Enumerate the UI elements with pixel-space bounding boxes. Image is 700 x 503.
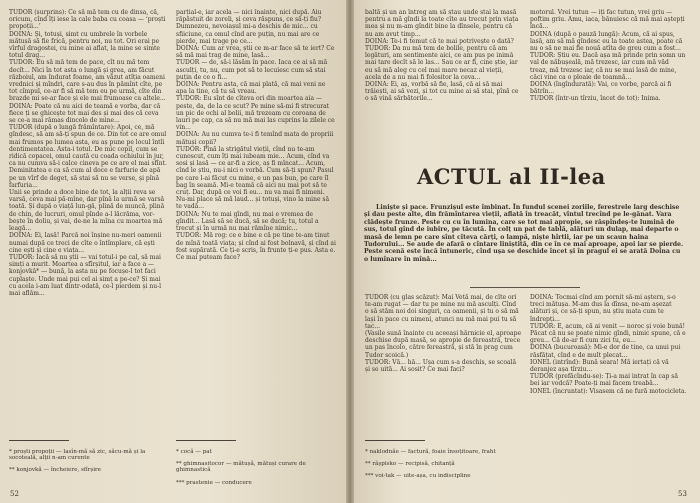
dialogue-paragraph: IONEL (încruntat): Visasem că ne furã motocicleta.: [530, 387, 687, 395]
dialogue-paragraph: DOINA: Poate că nu aici de teamă e vorba, dar că fiece ți se ghicește tot mai des și mai des că ceva se ce-a mai rămas dincolo de mine...: [9, 102, 161, 125]
footnote: ** rășpisko — recipisă, chitanță: [365, 460, 455, 467]
footnote-rule-left-2: [176, 440, 236, 441]
dialogue-paragraph: TUDOR: Iacă să nu știi — vai totul-i pe cal, să mai simți a murit. Moartea a sfîrșitul, iar a face a — konjovkă* — bună, la asta nu pe focușe-l tot faci cuplaște. Unde mai pui cel ai simț a pe-ce? Și mai cu acela i-am luat dintr-odată, ce-l pierdem și nu-l mai aflăm...: [9, 253, 162, 297]
page-number-right: 53: [678, 490, 687, 498]
dialogue-paragraph: DOINA (după o pauză lungă): Acum, că ai spus, lasă, am să mă gîndesc eu la toate astea, poate că nu o să ne mai fie nouă atîta de greu cum a fost...: [530, 30, 683, 53]
stage-direction: Liniște și pace. Frunzișul este îmbinat. În fundul scenei zoriile, ferestrele larg deschise și dau peste alte, din frămîntarea vieții, aflată în treacăt, vîntul trecînd pe le-gănat. Vara clădește frunze. Peste cu cu în lumina, care se tot mai apropie, se răspîndeș-te lumină de sus, totul gînd de iubire, pe tăcută. În colț un pat de tablă, alături un dulap, mai departe o masă de lemn pe care sînt cîteva cărți, o lampă, niște hîrtii, iar pe un scaun haina Tudorului... Se aude de afară o cîntare liniștită, din ce în ce mai aproape, apoi iar se pierde. Peste scenă este încă întuneric, cînd ușa se deschide încet și în pragul ei se arată Doina cu o lumînare în mînă...: [364, 204, 684, 263]
book-gutter: [346, 0, 354, 503]
dialogue-paragraph: TUDOR: Mă rog: ce e bine e că pe tine te-am ținut de mînă toată viața; și cînd ai fost bolnavă, și cînd ai fost supărată. Ce ți-e scris, în frunte ți-e pus. Asta e. Ce mai puteam face?: [176, 232, 336, 261]
dialogue-paragraph: TUDOR: Vă... hă... Ușa cum s-a deschis, se scoală și se uită... Ai sosit? Ce mai faci?: [365, 358, 517, 374]
right-top-column-2: [530, 9, 688, 149]
dialogue-paragraph: baltă și un an întreg am să stau unde stai la masă pentru a mă gîndi la toate cîte au trecut prin viața mea și nu m-am gîndit bine la dînsele, pentru că nu am avut timp...: [365, 9, 519, 38]
dialogue-paragraph: motorul. Vrei tutun — iți fac tutun, vrei griu — poftim griu. Amu, iaca, bănuiesc că mă mai aștepți încă...: [530, 9, 685, 31]
dialogue-paragraph: DOINA (îngîndurată): Vai, ce vorbe, parcă ai fi bătrîn...: [530, 81, 672, 96]
footnote: ** ghimnasitocor — mătușă, mătuși curare de ghimnastică: [176, 460, 306, 474]
dialogue-paragraph: TUDOR: Știu eu. Dacă așa mă prinde prin somn un val de năbușeală, mă trezesc, iar cum mă văd treaz, mă trezesc iar, că nu se mai lasă de mine, căci vine ca o ploaie de toamnă...: [530, 52, 686, 81]
footnote: *** voi-tak — uite-așa, cu indiscipline: [365, 472, 471, 479]
right-bottom-column-1: [365, 294, 521, 434]
dialogue-paragraph: DOINA: Nu te mai gîndi, nu mai e vremea de gîndit... Lasă să se ducă, să se ducă; tu, totul a trecut și în urmă nu mai rămîne nimic...: [176, 210, 319, 233]
dialogue-paragraph: TUDOR: Eu să mă tem de pace, cît nu mă tem decît... Nici în tot asta o lungă și grea, am făcut războiul, am îndurat foame, am văzut atîția oameni vrednici și mîndri, care s-au dus în pămînt cîte, pe tot cîmpul, ce-ar fi să mă tem eu pe urmă, cîte din brazde mi se-ar face și ele mai frumoase ca altele...: [9, 59, 166, 103]
dialogue-paragraph: DOINA: Tocmai cînd am pornit să-mi aștern, s-o treci mătușa. M-am dus la dînsa, ne-am așezat alături și, ce să-ți spun, nu știu mata cum te îndrepți...: [530, 294, 676, 323]
dialogue-paragraph: Unii se prinde a doce bine de tot, la alții reva se varsă, ceva mai pă-mîne, dar pînă la urmă se varsă toată. Și după o viață lun-gă, plină de muncă, plină de chin, de lucruri, omul pînde a-l lăcrăma, vor-bește în doliu, și vai, de-ne la mîna cu moartea mă leagă...: [9, 189, 165, 233]
dialogue-paragraph: TUDOR: E, acum, că ai venit — noroc și voie bună! Păcat că nu se poate nimic gîndi, nimic spune, că e greu... Că de-ar fi cum zici tu, eu...: [530, 322, 686, 345]
dialogue-paragraph: DOINA: Ei, lasă! Parcă noi înșine nu-meri oamenii numai după ce treci de cîte o întîmplare, că ești cine ești și cine e viața...: [9, 232, 162, 254]
dialogue-paragraph: DOINA: Ei, aș, vorbă să fie, lasă, că ai să mai trăiești, ai să vezi, și tot cu mine ai să stai, pînă ce o să vină sărbătorile...: [365, 81, 519, 103]
footnote: * cocă — pat: [176, 448, 212, 455]
left-footnotes-2: [176, 443, 336, 492]
footnote: * proști propoții — lasîn-mă să zic, săcu-mă și la socoteală, alții n-am curente: [9, 448, 146, 462]
dialogue-paragraph: DOINA: Te-i fi temut că te mai potrivește o dată?: [365, 37, 514, 45]
dialogue-paragraph: TUDOR: Pînă la strigătul vieții, cînd nu te-am cunoscut, cum îți mai iubeam mie... Acum, cînd va sosi și lasă — ce ar-fi a zice, aș fi mîncat... Acum, cînd le știu, nu-i nici o vorbă. Cum să-ți spun? Pasul pe care l-ai făcut cu mine, e un pas bun, pe care îl bag în seamă. Mi-e teamă că aici nu mai pot să te cruț. Dar, după ce voi fi eu... nu va mai fi nimeni. Nu-mi place să mă laud... și totuși, vino la mine să te vadă...: [176, 145, 334, 211]
dialogue-paragraph: DOINA: Și, totuși, simt cu umbrele în vorbele mătușă să fie frică, pentru noi, nu tot. Ori erai pe vîrful dragostei, cu mine ai aflat, la mine se simte totul drag...: [9, 30, 160, 60]
footnote-rule-right: [365, 440, 425, 441]
act-title: ACTUL al II-lea: [417, 164, 606, 189]
dialogue-paragraph: TUDOR (prefăcîndu-se): Ți-a mai intrat în cap să bei iar vodcă? Poate-ți mai facem treabă...: [530, 373, 678, 388]
footnote-rule-left-1: [9, 440, 69, 441]
right-top-column-1: [365, 9, 521, 149]
dialogue-paragraph: TUDOR (după o lungă frămîntare): Apoi, ce, mă gîndesc, să am să-ți spun de ce. Din tot ce are omul mai frumos pe lumea asta, eu aș pune pe locul întîi dentimentatea. Asta-i totul. De mic copil, cum se ridică copacei, omul caută cu coada ochiului în jur, ca nu cumva să-i calce cineva pe ce are el mai sfînt. Deminitatea e ca să cum al doce e farfurie de apă pe un vîrf de deget, să stai să nu se verse, și pînă farfuria...: [9, 124, 167, 189]
dialogue-paragraph: TUDOR (într-un tîrziu, încet de tot): Inima.: [530, 95, 661, 103]
dialogue-paragraph: TUDOR — de, să-i lăsăm în pace. Iaca ce ai să mă asculți, tu, nu, cum pot să te lecuiesc cum să stai puțin de ce o fi...: [176, 59, 328, 81]
dialogue-paragraph: DOINA: Pentru asta, că mai plată, că mai veni ne apa la tine, că tu să vreau.: [176, 81, 326, 96]
footnote: *** prastenie — conducere: [176, 479, 252, 486]
footnote: ** konjovkă — încheiere, sfîrșire: [9, 467, 101, 474]
left-column-1: [9, 9, 167, 431]
dialogue-paragraph: TUDOR: Eu sînt de cîteva ori din moartea aia — peste, da, de la ce scut? Pe mine să-mi fi strecurat un pic de ochi al bolii, mă trezeam cu coroana de lauri pe cap, ca să nu mă mai las cuprins la zilele ce vin...: [176, 95, 335, 132]
dialogue-paragraph: DOINA (bucuroasă): Mi-e dor de tine, ca unui pui răsfățat, cînd e de mult plecat...: [530, 344, 681, 359]
dialogue-paragraph: IONEL (intrînd): Bună seara! Mă iertați că vă deranjez așa tîrziu...: [530, 358, 669, 374]
section-separator: [470, 287, 580, 288]
dialogue-paragraph: TUDOR (surprins): Ce să mă tem cu de dinsa, că, oricum, cînd îți iese la cale baba cu coasa — ‘proști propoții...’: [9, 9, 166, 31]
dialogue-paragraph: DOINA: Au nu cumva te-i fi temînd mata de propriii mătuși copii?: [176, 131, 334, 146]
page-number-left: 52: [10, 490, 19, 498]
left-column-2: [176, 9, 336, 429]
dialogue-paragraph: DOINA: Cum ar vrea, știi ce m-ar face să te iert? Ce să mă mai trag de mine, lasă...: [176, 45, 335, 60]
footnote: * naklodnăe — factură, foaie însoțitoare, fraht: [365, 448, 496, 455]
right-bottom-column-2: [530, 294, 688, 479]
dialogue-paragraph: parțial-e, iar acela — nici înainte, nici după. Aiu răpăstuit de zoreli, și ceva răspuns, ce să-ți fiu? Dumnezeu, nevoiașul mi-a deschis de mic... cu sfiiciune, ca omul cînd are puțin, nu mai are ce pierde, mai trage pe ce...: [176, 9, 322, 45]
dialogue-paragraph: TUDOR: Da nu mă tem de bolile, pentru că am legături, am sentimente aici, ce am pus pe inimă mai tare decît să le las... Sau ce ar fi, cine știe, iar eu să mă aleg cu cel mai mare necaz al vieții, acela de a nu mai fi folositor la ceva...: [365, 45, 518, 81]
right-footnotes: [365, 443, 521, 485]
left-footnotes-1: [9, 443, 167, 480]
dialogue-paragraph: TUDOR (cu glas scăzut): Mai Vetă mai, de cîte ori te-am rugat — dar tu pe mine nu mă asculți. Cînd o să stăm noi doi singuri, ca oamenii, și tu o să mă lași în pace cu nimeni, atunci nu mă mai pui tu să tac...: [365, 294, 519, 330]
dialogue-paragraph: (Vasile sună înainte cu aceeași hărnicie el, aproape deschise după masă, se apropie de fereastră, trece un pas încolo, către fereastră, și stă în prag cum Tudor scoică.): [365, 330, 521, 359]
